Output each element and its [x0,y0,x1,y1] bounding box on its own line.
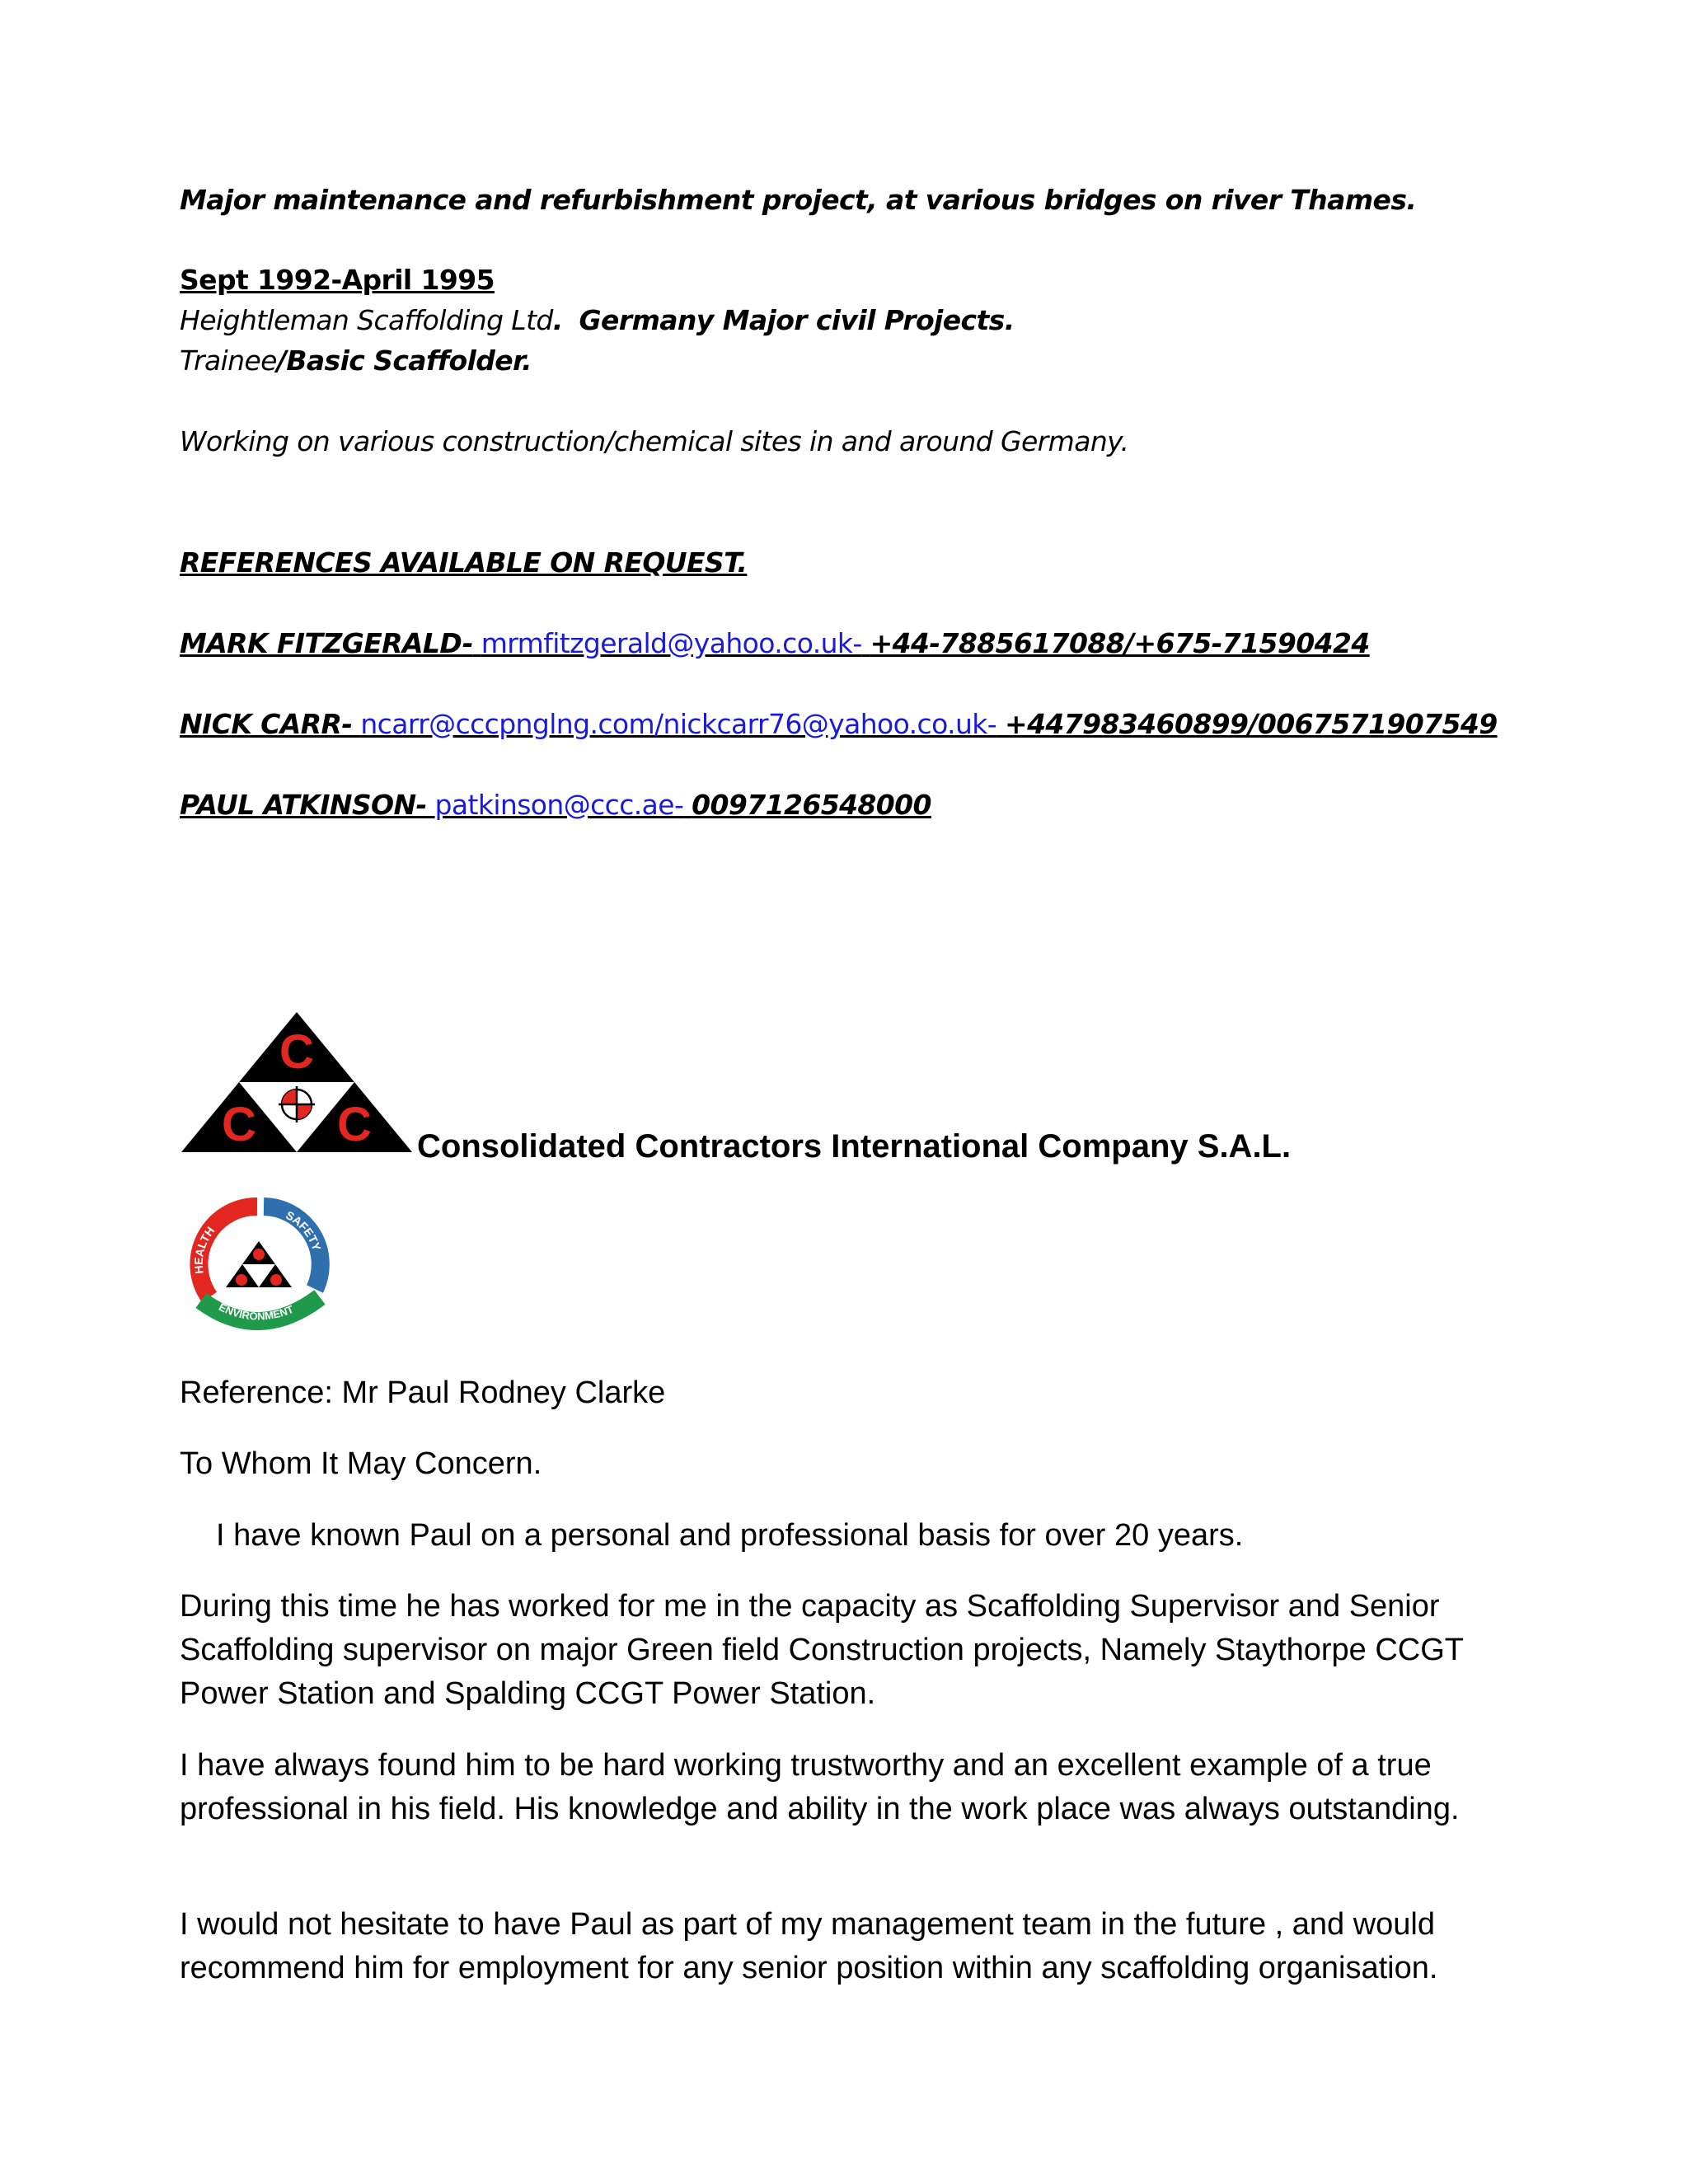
letter-salutation: To Whom It May Concern. [180,1446,542,1481]
logo-letter: C [279,1025,314,1079]
letter-paragraph: I would not hesitate to have Paul as part of my management team in the future , and would recommend him for employment for any senior position within any scaffolding organisation. [180,1907,1438,1985]
reference-phone: 0097126548000 [692,789,931,821]
references-heading: REFERENCES AVAILABLE ON REQUEST. [180,546,748,579]
mini-ccc-logo [226,1241,292,1287]
hse-word: HEALTH [191,1224,218,1275]
role-suffix: /Basic Scaffolder. [276,344,532,377]
hse-logo [176,1192,345,1333]
letter-reference: Reference: Mr Paul Rodney Clarke [180,1376,666,1410]
logo-letter: C [222,1098,256,1151]
job-description: Working on various construction/chemical sites in and around Germany. [180,425,1129,457]
company-name: Heightleman Scaffolding Ltd [180,304,553,336]
reference-entry [180,785,931,825]
reference-name: NICK CARR- [180,708,353,740]
reference-email-link[interactable]: mrmfitzgerald@yahoo.co.uk- [481,627,862,659]
reference-entry [180,623,1370,663]
ccc-logo [181,1012,412,1152]
reference-phone: +447983460899/0067571907549 [1005,708,1498,740]
letter-paragraph: I have known Paul on a personal and professional basis for over 20 years. [216,1518,1244,1553]
reference-email-link[interactable]: ncarr@cccpnglng.com/nickcarr76@yahoo.co.uk- [360,708,997,740]
reference-name: PAUL ATKINSON- [180,789,427,821]
project-description: Major maintenance and refurbishment project, at various bridges on river Thames. [180,184,1417,216]
role-prefix: Trainee [180,344,277,377]
employment-dates: Sept 1992-April 1995 [180,264,495,296]
letter-paragraph: During this time he has worked for me in the capacity as Scaffolding Supervisor and Senior Scaffolding supervisor on major Green field Construction projects, Namely Staythorpe CCGT Power Station and Spalding CCGT Power Station. [180,1589,1464,1711]
company-suffix: . [552,304,563,336]
hse-word: ENVIRONMENT [217,1301,296,1323]
reference-phone: +44-7885617088/+675-71590424 [870,627,1370,659]
hse-word: SAFETY [284,1207,324,1253]
logo-letter: C [337,1098,372,1151]
job-role [180,340,532,381]
employment-company-line [180,300,1015,340]
company-name: Consolidated Contractors International Company S.A.L. [417,1128,1292,1165]
letter-paragraph: I have always found him to be hard working trustworthy and an excellent example of a true professional in his field. His knowledge and ability in the work place was always outstanding. [180,1748,1460,1826]
reference-entry [180,704,1498,744]
project-name: Germany Major civil Projects. [579,304,1015,336]
reference-email-link[interactable]: patkinson@ccc.ae- [434,789,684,821]
reference-name: MARK FITZGERALD- [180,627,473,659]
